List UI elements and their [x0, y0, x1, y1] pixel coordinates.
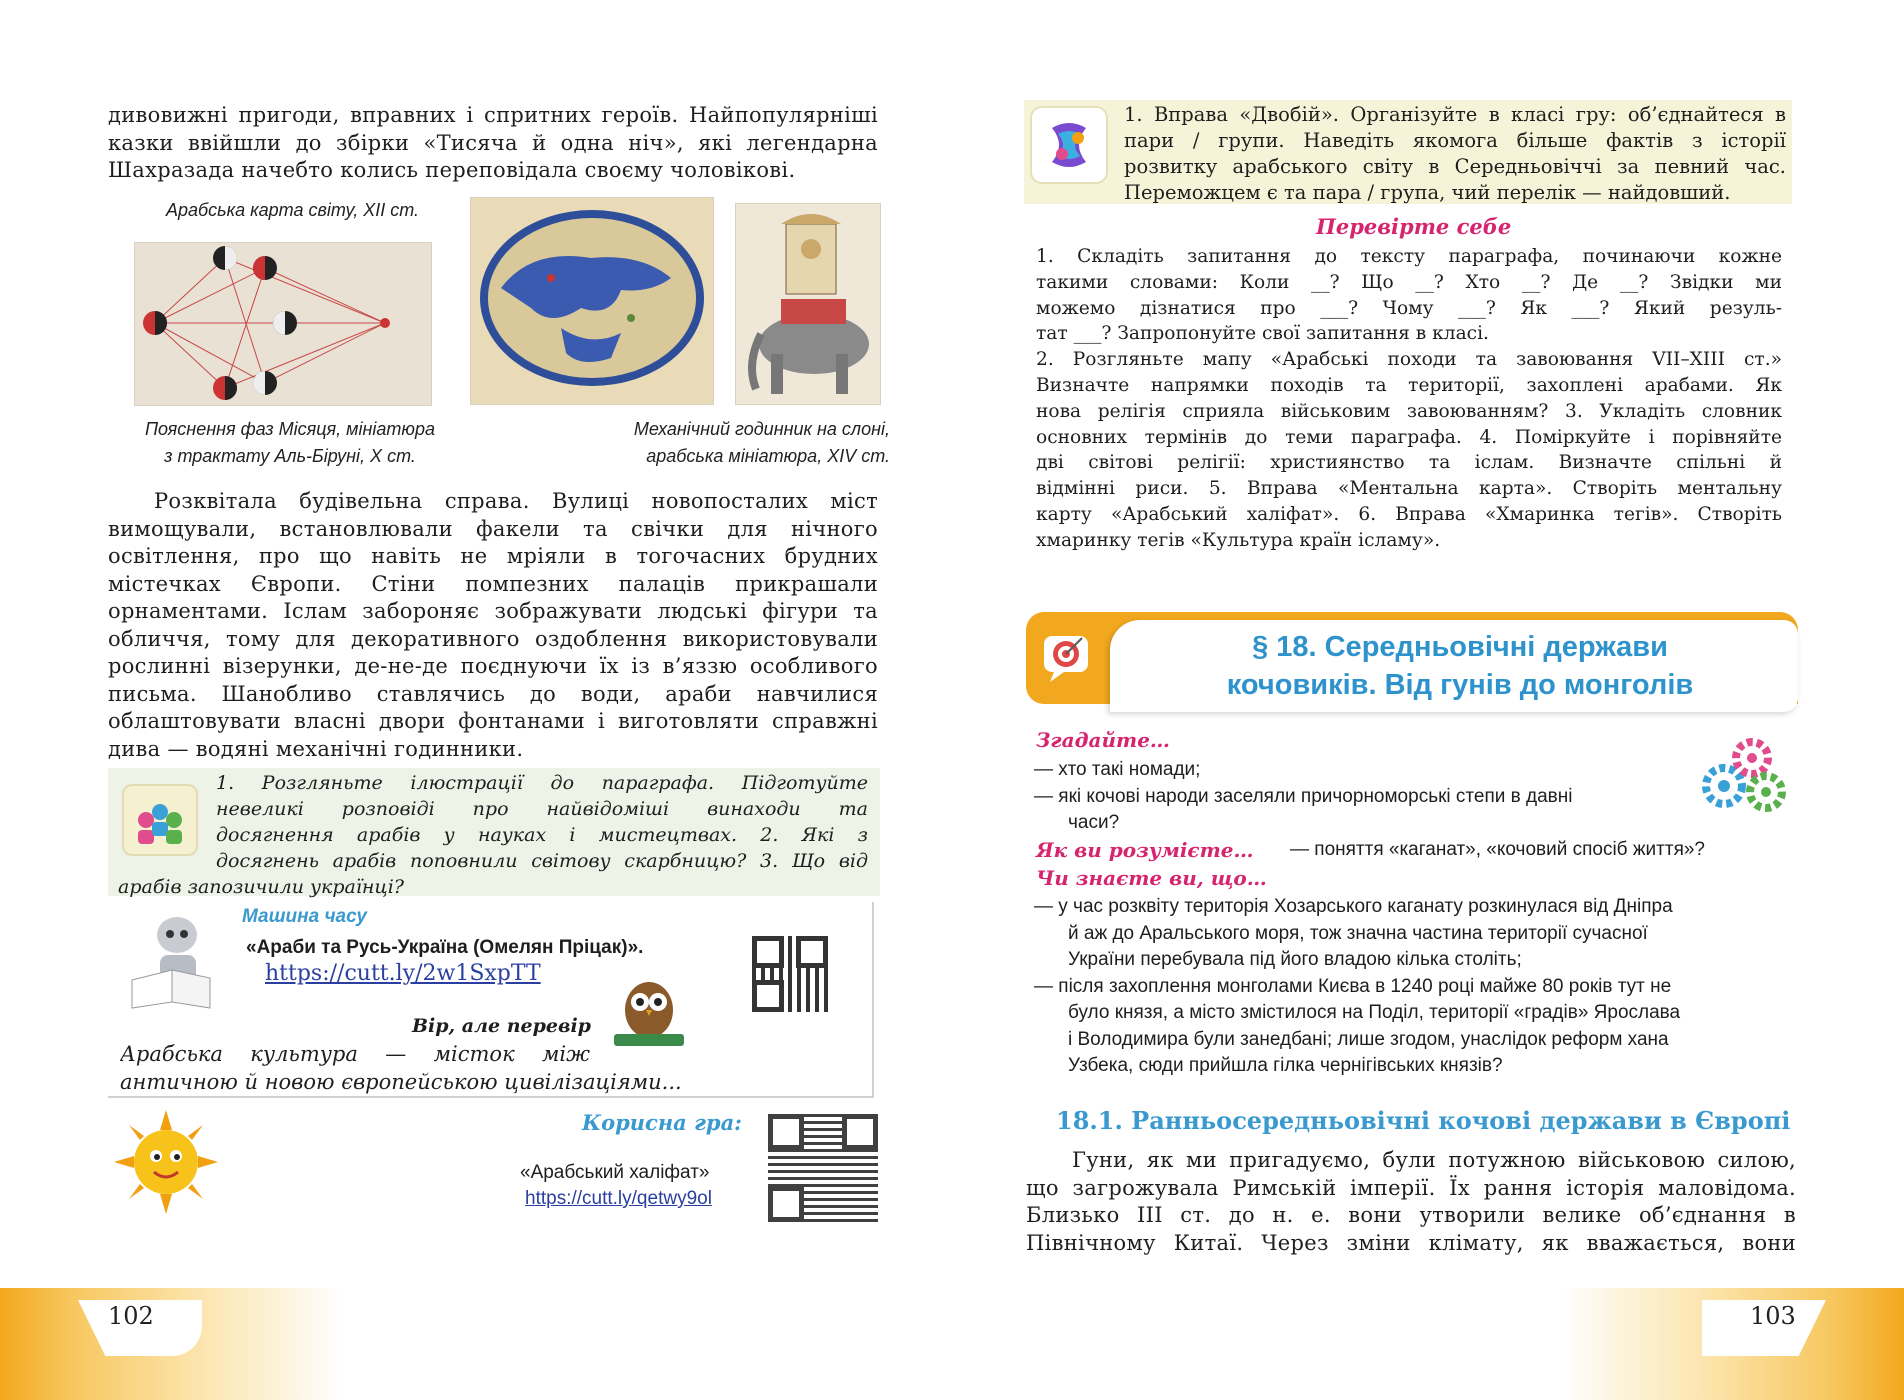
time-machine-title: «Араби та Русь-Україна (Омелян Пріцак)». — [246, 937, 644, 958]
exercise-text — [1124, 102, 1786, 206]
exercise-line: пари / групи. Наведіть якомога більше фактів з історії — [1124, 129, 1786, 152]
target-chat-drawing — [1040, 630, 1096, 686]
check-line: такими словами: Коли __? Що __? Хто __? Де __? Звідки ми — [1036, 271, 1782, 293]
intro-line: казки ввійшли до збірки «Тисяча й одна ніч», які легендарна — [108, 130, 878, 155]
qr-code-time-machine[interactable] — [752, 936, 828, 1012]
know-line: — у час розквіту територія Хозарського каганату розкинулася від Дніпра — [1034, 896, 1673, 917]
elephant-clock-drawing — [736, 204, 880, 404]
caption-clock-line: Механічний годинник на слоні, — [633, 419, 890, 439]
moon-phases-miniature — [134, 242, 432, 406]
game-heading: Корисна гра: — [582, 1110, 742, 1135]
task-line: невеликі розповіді про найвідоміші винаходи та — [216, 798, 868, 820]
body-line: Розквітала будівельна справа. Вулиці новопосталих міст — [154, 489, 878, 513]
check-text — [1036, 244, 1782, 554]
section-title — [1120, 628, 1800, 704]
body-line: містечках Європи. Стіни помпезних палаців прикрашали — [108, 571, 878, 596]
sun-drawing — [114, 1110, 218, 1214]
exercise-line: 1. Вправа «Двобій». Організуйте в класі гру: об’єднайтеся в — [1124, 103, 1786, 126]
subsection-title: 18.1. Ранньосередньовічні кочові держави в Європі — [1056, 1106, 1791, 1135]
body-line: дива — водяні механічні годинники. — [108, 736, 524, 761]
body-line: вимощували, встановлювали факели та свічки для нічного — [108, 516, 878, 541]
caption-clock-line: арабська мініатюра, XIV ст. — [646, 446, 890, 466]
robot-drawing — [122, 910, 222, 1010]
know-heading: Чи знаєте ви, що… — [1036, 866, 1267, 890]
page-number-right: 103 — [1750, 1302, 1796, 1330]
arabic-world-map — [470, 197, 714, 405]
task-line: досягнення арабів у науках і мистецтвах. 2. Які з — [216, 824, 868, 846]
remember-item: часи? — [1068, 812, 1120, 833]
game-link[interactable]: https://cutt.ly/qetwy9ol — [525, 1188, 712, 1209]
exercise-line: розвитку арабського світу в Середньовіччі за певний час. — [1124, 155, 1786, 178]
building-paragraph — [108, 488, 878, 763]
task-line: досягнень арабів поповнили світову скарбницю? 3. Що від — [216, 850, 868, 872]
check-line: хмаринку тегів «Культура країн ісламу». — [1036, 529, 1441, 551]
caption-clock — [560, 416, 890, 470]
body-line: Гуни, як ми пригадуємо, були потужною військовою силою, — [1072, 1148, 1796, 1172]
check-line: основних термінів до теми параграфа. 4. Поміркуйте і порівняйте — [1036, 426, 1782, 448]
section-title-line: кочовиків. Від гунів до монголів — [1226, 669, 1694, 701]
understand-heading: Як ви розумієте… — [1036, 838, 1254, 862]
robot-reading-icon — [122, 910, 222, 1010]
qr-code-game[interactable] — [768, 1114, 878, 1222]
check-line: 2. Розгляньте мапу «Арабські походи та завоювання VII–XIII ст.» — [1036, 349, 1782, 371]
body-line: облаштовувати власні двори фонтанами і виготовляти справжні — [108, 709, 878, 733]
intro-paragraph — [108, 102, 878, 185]
intro-line: Шахразада начебто колись переповідала своєму чоловікові. — [108, 158, 796, 182]
understand-text: — поняття «каганат», «кочовий спосіб життя»? — [1290, 839, 1705, 860]
check-line: 1. Складіть запитання до тексту параграфа, починаючи кожне — [1036, 246, 1782, 267]
body-line: Північному Китаї. Через зміни клімату, як вважається, вони — [1026, 1230, 1796, 1255]
check-line: дві світові релігії: християнство та іслам. Визначте спільні й — [1036, 452, 1782, 474]
body-line: письма. Шанобливо ставлячись до води, араби навчилися — [108, 681, 878, 706]
know-text — [1034, 894, 1786, 1080]
check-line: нова релігія сприяла військовим завоюванням? 3. Укладіть словник — [1036, 400, 1782, 422]
moon-phases-drawing — [135, 243, 431, 405]
caption-map: Арабська карта світу, XII ст. — [166, 200, 420, 220]
body-line: що загрожувала Римській імперії. Їх рання історія маловідома. — [1026, 1175, 1796, 1200]
caption-moon-line: з трактату Аль-Біруні, X ст. — [164, 446, 416, 466]
believe-line: Арабська культура — місток між — [120, 1042, 590, 1066]
body-line: орнаментами. Іслам забороняє зображувати людські фігури та — [108, 599, 878, 623]
remember-list — [1034, 757, 1694, 837]
believe-text — [120, 1040, 720, 1096]
caption-moon-line: Пояснення фаз Місяця, мініатюра — [145, 419, 435, 439]
sun-mascot-icon — [114, 1110, 218, 1214]
caption-moon — [120, 416, 460, 470]
exercise-icon — [1030, 106, 1108, 184]
check-line: можемо дізнатися про ___? Чому ___? Як ___? Який резуль- — [1036, 297, 1782, 319]
know-line: й аж до Аральського моря, тож значна частина території сучасної — [1068, 922, 1648, 944]
know-line: було князя, а місто змістилося на Поділ, території «градів» Ярослава — [1068, 1002, 1681, 1023]
body-line: обличчя, тому для декоративного оздоблення використовували — [108, 626, 878, 651]
check-line: відмінні риси. 5. Вправа «Ментальна карта». Створіть ментальну — [1036, 478, 1782, 500]
game-title: «Арабський халіфат» — [520, 1162, 710, 1183]
body-line: рослинні візерунки, де-не-де поєднуючи їх із в’яззю особливого — [108, 654, 878, 678]
task-line: арабів запозичили українці? — [118, 876, 404, 898]
body-line: освітлення, про що навіть не мріяли в тогочасних брудних — [108, 544, 878, 568]
exercise-icon-drawing — [1032, 108, 1106, 182]
know-line: — після захоплення монголами Києва в 1240 році майже 80 років тут не — [1034, 975, 1672, 997]
intro-line: дивовижні пригоди, вправних і спритних героїв. Найпопулярніші — [108, 103, 878, 127]
know-line: і Володимира були занедбані; лише згодом, унаслідок реформ хана — [1068, 1028, 1669, 1050]
task-line: 1. Розгляньте ілюстрації до параграфа. Підготуйте — [216, 772, 868, 794]
target-chat-icon — [1040, 630, 1096, 686]
remember-heading: Згадайте… — [1036, 728, 1170, 752]
world-map-drawing — [471, 198, 713, 404]
check-heading: Перевірте себе — [1316, 214, 1512, 239]
task-text — [118, 770, 868, 900]
gears-drawing — [1700, 734, 1790, 818]
exercise-line: Переможцем є та пара / група, чий перелік — найдовший. — [1124, 181, 1731, 204]
huns-paragraph — [1026, 1147, 1796, 1257]
page-number-left: 102 — [108, 1302, 154, 1330]
check-line: Визначте напрямки походів та території, захоплені арабами. Як — [1036, 374, 1782, 396]
remember-item: — які кочові народи заселяли причорноморські степи в давні — [1034, 785, 1573, 807]
check-line: карту «Арабський халіфат». 6. Вправа «Хмаринка тегів». Створіть — [1036, 503, 1782, 525]
elephant-clock-miniature — [735, 203, 881, 405]
know-line: України перебувала під його владою кілька століть; — [1068, 949, 1522, 970]
know-line: Узбека, сюди прийшла гілка чернігівських князів? — [1068, 1055, 1503, 1076]
time-machine-heading: Машина часу — [242, 906, 367, 927]
believe-heading: Вір, але перевір — [412, 1015, 591, 1037]
gears-icon — [1700, 734, 1790, 818]
check-line: тат ___? Запропонуйте свої запитання в класі. — [1036, 323, 1489, 345]
body-line: Близько III ст. до н. е. вони утворили велике об’єднання в — [1026, 1203, 1796, 1227]
time-machine-link[interactable]: https://cutt.ly/2w1SxpTT — [265, 961, 541, 986]
section-title-line: § 18. Середньовічні держави — [1252, 631, 1668, 663]
remember-item: — хто такі номади; — [1034, 759, 1201, 780]
believe-line: античною й новою європейською цивілізаціями... — [120, 1070, 682, 1094]
